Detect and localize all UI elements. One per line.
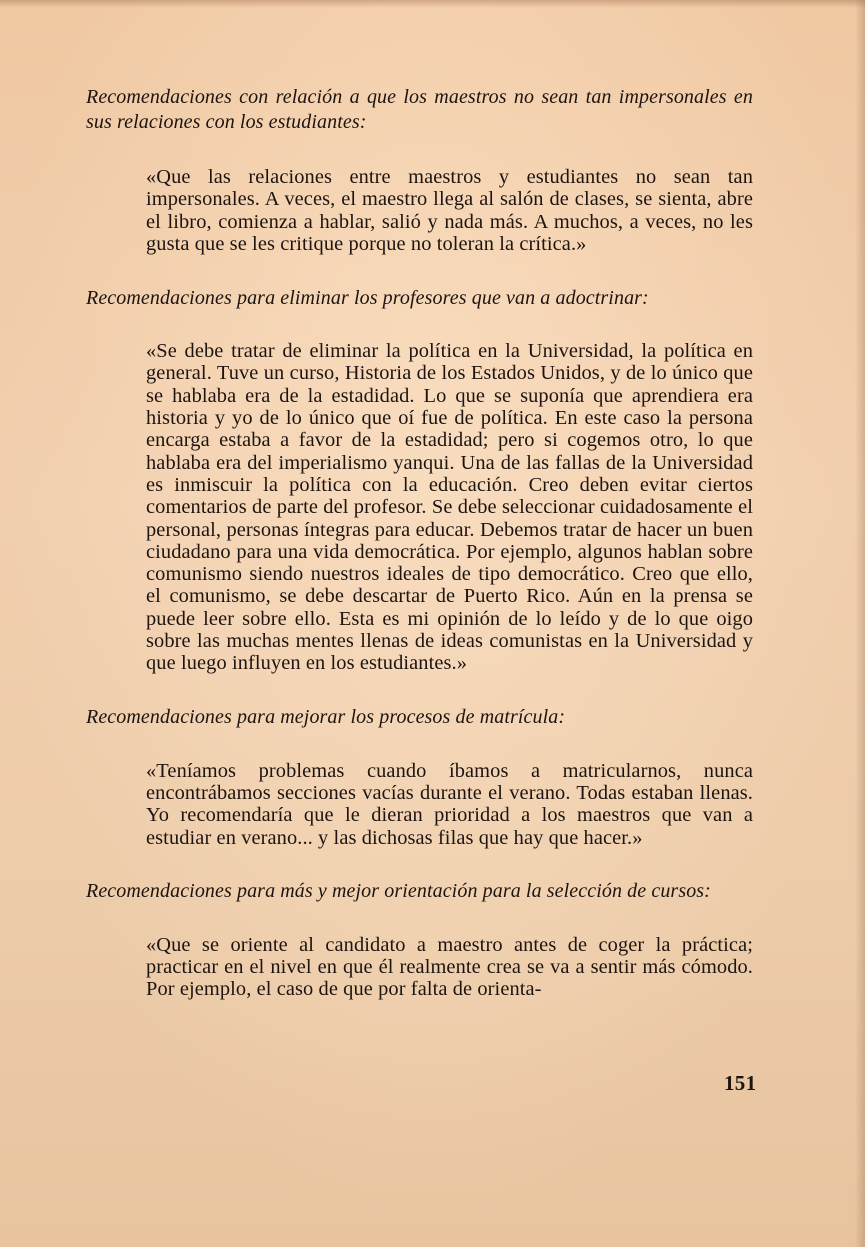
quote-teacher-relations: «Que las relaciones entre maestros y estudiantes no sean tan impersonales. A veces, el maestro llega al salón de clases, se sienta, abre el libro, comienza a hablar, salió y nada más. A muchos, a veces, no les gusta que se les critique porque no toleran la crítica.»	[146, 166, 753, 255]
section-heading-enrollment: Recomendaciones para mejorar los procesos de matrícula:	[86, 705, 566, 728]
page-number: 151	[724, 1071, 757, 1095]
section-heading-course-orientation: Recomendaciones para más y mejor orientación para la selección de cursos:	[86, 879, 711, 902]
section-heading-teacher-relations: Recomendaciones con relación a que los maestros no sean tan impersonales en sus relaciones con los estudiantes:	[86, 86, 753, 133]
page-content	[86, 85, 753, 1001]
quote-indoctrination: «Se debe tratar de eliminar la política en la Universidad, la política en general. Tuve un curso, Historia de los Estados Unidos, y de lo único que se hablaba era de la estadidad. Lo que se suponía que aprendiera era historia y yo de lo único que oí fue de política. En este caso la persona encarga estaba a favor de la estadidad; pero si cogemos otro, lo que hablaba era del imperialismo yanqui. Una de las fallas de la Universidad es inmiscuir la política con la educación. Creo deben evitar ciertos comentarios de parte del profesor. Se debe seleccionar cuidadosamente el personal, personas íntegras para educar. Debemos tratar de hacer un buen ciudadano para una vida democrática. Por ejemplo, algunos hablan sobre comunismo siendo nuestros ideales de tipo democrático. Creo que ello, el comunismo, se debe descartar de Puerto Rico. Aún en la prensa se puede leer sobre ello. Esta es mi opinión de lo leído y de lo que oigo sobre las muchas mentes llenas de ideas comunistas en la Universidad y que luego influyen en los estudiantes.»	[146, 340, 753, 675]
quote-enrollment: «Teníamos problemas cuando íbamos a matricularnos, nunca encontrábamos secciones vacías durante el verano. Todas estaban llenas. Yo recomendaría que le dieran prioridad a los maestros que van a estudiar en verano... y las dichosas filas que hay que hacer.»	[146, 759, 753, 849]
section-heading-indoctrination: Recomendaciones para eliminar los profesores que van a adoctrinar:	[86, 287, 649, 310]
quote-course-orientation: «Que se oriente al candidato a maestro antes de coger la práctica; practicar en el nivel en que él realmente crea se va a sentir más cómodo. Por ejemplo, el caso de que por falta de orienta-	[146, 933, 753, 1001]
